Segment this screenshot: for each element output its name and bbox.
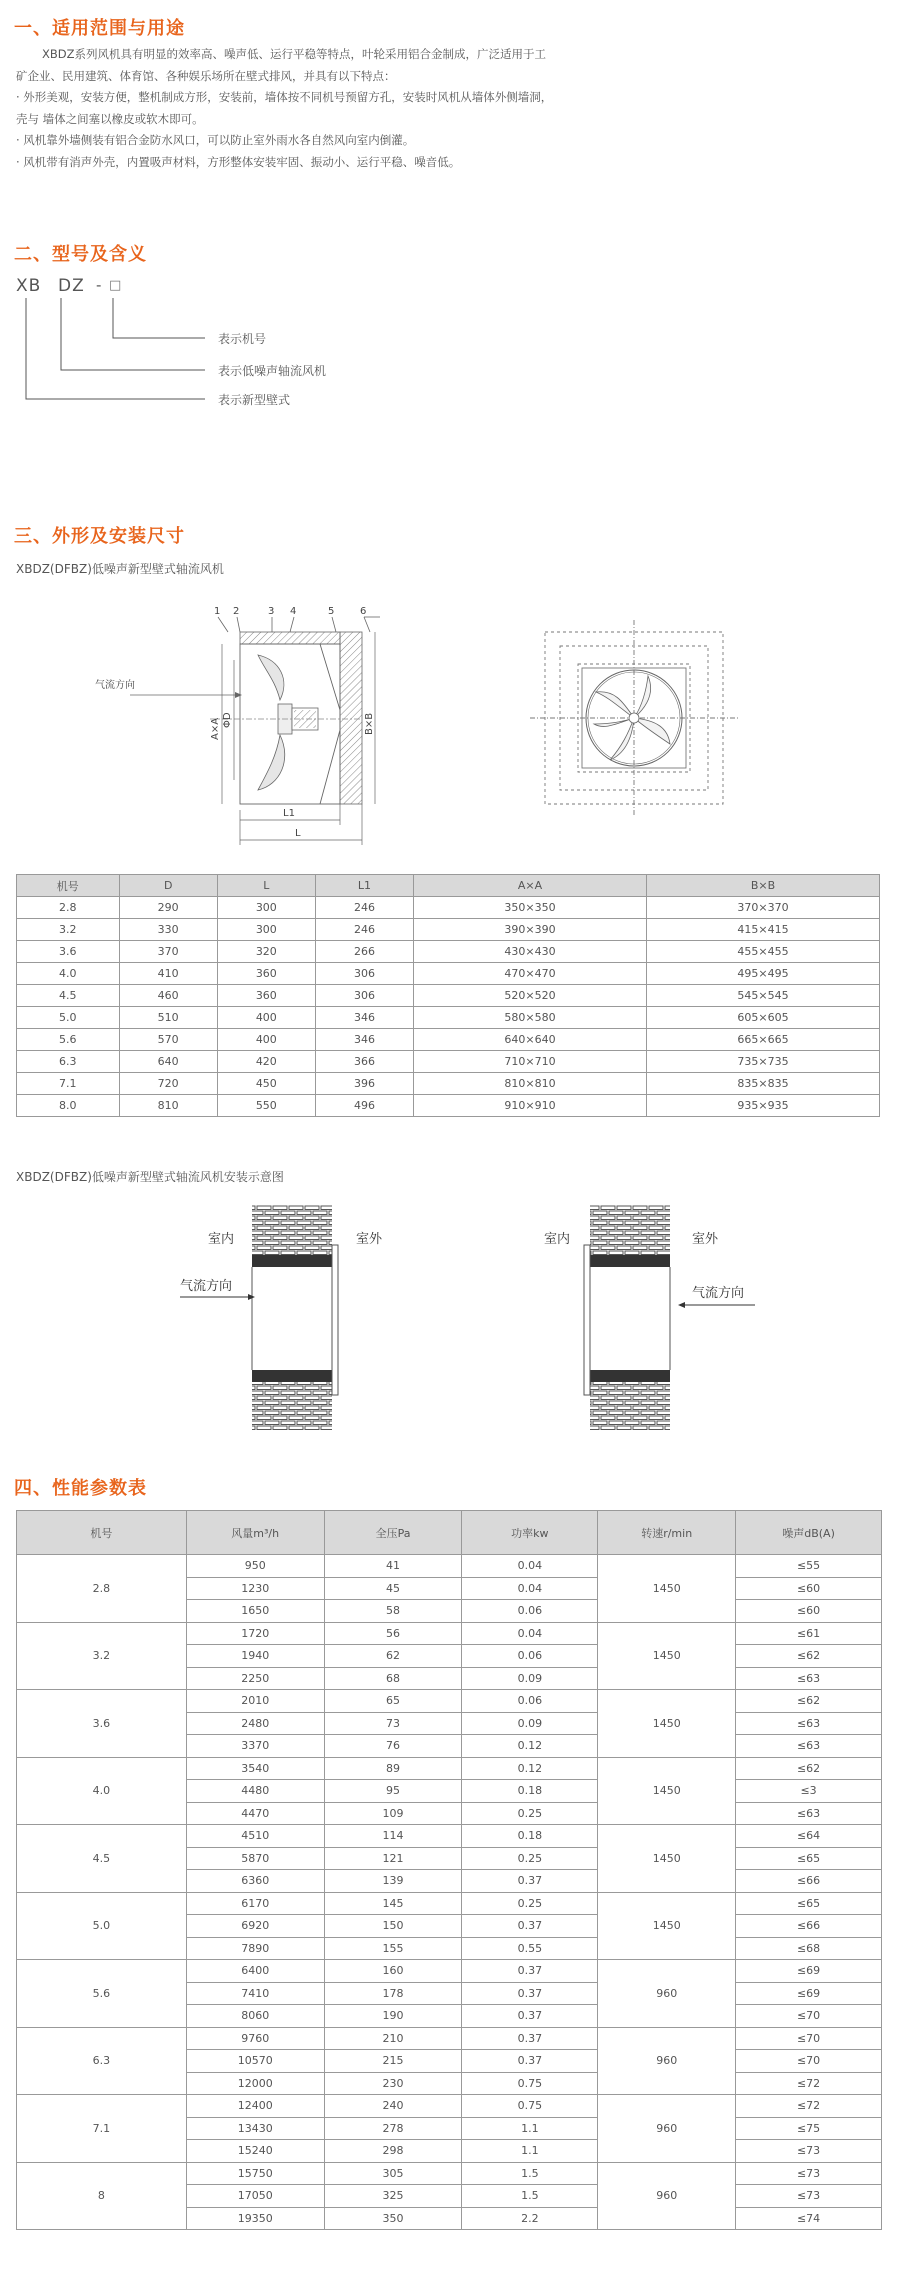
section3-subtitle: XBDZ(DFBZ)低噪声新型壁式轴流风机 [16, 562, 224, 576]
table-row [17, 2162, 882, 2185]
table-cell: 1230 [186, 1577, 324, 1600]
section1-title: 一、适用范围与用途 [14, 18, 185, 39]
noise-cell: ≤70 [736, 2027, 882, 2050]
dim-phid: ΦD [222, 712, 233, 728]
noise-cell: ≤61 [736, 1622, 882, 1645]
table-row [17, 919, 880, 941]
model-leader-lines [0, 290, 240, 410]
table-cell: 370 [119, 941, 217, 963]
model-cell: 5.0 [17, 1892, 187, 1960]
table-cell: 0.37 [462, 1870, 598, 1893]
table-cell: 0.37 [462, 2050, 598, 2073]
performance-table-body [17, 1555, 882, 2230]
noise-cell: ≤55 [736, 1555, 882, 1578]
table-cell: 2.2 [462, 2207, 598, 2230]
table-cell: 3370 [186, 1735, 324, 1758]
table-cell: 325 [324, 2185, 462, 2208]
table-cell: 15750 [186, 2162, 324, 2185]
col-header: A×A [414, 875, 647, 897]
noise-cell: ≤73 [736, 2162, 882, 2185]
table-cell: 246 [315, 897, 413, 919]
noise-cell: ≤66 [736, 1870, 882, 1893]
table-cell: 810 [119, 1095, 217, 1117]
table-cell: 17050 [186, 2185, 324, 2208]
table-cell: 190 [324, 2005, 462, 2028]
col-header: L1 [315, 875, 413, 897]
noise-cell: ≤73 [736, 2140, 882, 2163]
table-row [17, 1073, 880, 1095]
table-cell: 13430 [186, 2117, 324, 2140]
dimension-table [16, 874, 880, 1117]
table-cell: 0.09 [462, 1712, 598, 1735]
speed-cell: 1450 [598, 1555, 736, 1623]
model-part-dash: - [96, 276, 102, 294]
airflow-label-right: 气流方向 [692, 1286, 745, 1301]
noise-cell: ≤75 [736, 2117, 882, 2140]
table-header-row [17, 875, 880, 897]
table-cell: 5870 [186, 1847, 324, 1870]
table-cell: 580×580 [414, 1007, 647, 1029]
table-row [17, 1029, 880, 1051]
table-cell: 0.04 [462, 1622, 598, 1645]
table-cell: 300 [217, 919, 315, 941]
outdoor-label-right: 室外 [692, 1232, 719, 1247]
table-cell: 109 [324, 1802, 462, 1825]
table-cell: 114 [324, 1825, 462, 1848]
table-cell: 150 [324, 1915, 462, 1938]
section3-title: 三、外形及安装尺寸 [14, 526, 185, 547]
table-cell: 0.12 [462, 1735, 598, 1758]
table-cell: 7.1 [17, 1073, 120, 1095]
install-diagram-left [160, 1205, 400, 1445]
table-cell: 266 [315, 941, 413, 963]
table-cell: 1650 [186, 1600, 324, 1623]
table-cell: 145 [324, 1892, 462, 1915]
col-header: B×B [646, 875, 879, 897]
table-cell: 0.09 [462, 1667, 598, 1690]
table-cell: 0.06 [462, 1600, 598, 1623]
fan-side-view-drawing [95, 600, 410, 840]
table-row [17, 1757, 882, 1780]
table-cell: 6400 [186, 1960, 324, 1983]
model-cell: 3.2 [17, 1622, 187, 1690]
table-cell: 640 [119, 1051, 217, 1073]
table-cell: 89 [324, 1757, 462, 1780]
speed-cell: 1450 [598, 1757, 736, 1825]
part-label-1: 1 [214, 606, 221, 617]
table-cell: 8.0 [17, 1095, 120, 1117]
section1-line: · 风机靠外墙侧装有铝合金防水风口，可以防止室外雨水各自然风向室内倒灌。 [16, 133, 415, 147]
table-cell: 298 [324, 2140, 462, 2163]
section1-line: 矿企业、民用建筑、体育馆、各种娱乐场所在壁式排风，并具有以下特点： [16, 68, 396, 83]
table-cell: 330 [119, 919, 217, 941]
table-cell: 4470 [186, 1802, 324, 1825]
model-cell: 3.6 [17, 1690, 187, 1758]
table-cell: 496 [315, 1095, 413, 1117]
speed-cell: 960 [598, 1960, 736, 2028]
table-cell: 0.18 [462, 1780, 598, 1803]
table-cell: 95 [324, 1780, 462, 1803]
install-title: XBDZ(DFBZ)低噪声新型壁式轴流风机安装示意图 [16, 1170, 284, 1184]
dim-l: L [295, 828, 301, 839]
noise-cell: ≤70 [736, 2005, 882, 2028]
table-cell: 910×910 [414, 1095, 647, 1117]
table-row [17, 963, 880, 985]
outdoor-label: 室外 [356, 1232, 383, 1247]
table-cell: 0.37 [462, 1960, 598, 1983]
section4-title: 四、性能参数表 [14, 1478, 147, 1499]
table-cell: 605×605 [646, 1007, 879, 1029]
table-cell: 400 [217, 1029, 315, 1051]
noise-cell: ≤72 [736, 2072, 882, 2095]
noise-cell: ≤62 [736, 1690, 882, 1713]
noise-cell: ≤65 [736, 1847, 882, 1870]
perf-col-header: 全压Pa [324, 1511, 462, 1555]
speed-cell: 1450 [598, 1825, 736, 1893]
noise-cell: ≤66 [736, 1915, 882, 1938]
table-cell: 6360 [186, 1870, 324, 1893]
part-label-2: 2 [233, 606, 240, 617]
table-cell: 495×495 [646, 963, 879, 985]
table-cell: 9760 [186, 2027, 324, 2050]
table-cell: 935×935 [646, 1095, 879, 1117]
table-cell: 121 [324, 1847, 462, 1870]
table-cell: 5.6 [17, 1029, 120, 1051]
table-cell: 6.3 [17, 1051, 120, 1073]
airflow-label: 气流方向 [95, 680, 135, 691]
table-cell: 1720 [186, 1622, 324, 1645]
table-cell: 4.0 [17, 963, 120, 985]
table-cell: 12400 [186, 2095, 324, 2118]
table-cell: 3.2 [17, 919, 120, 941]
table-cell: 278 [324, 2117, 462, 2140]
perf-col-header: 机号 [17, 1511, 187, 1555]
table-cell: 470×470 [414, 963, 647, 985]
part-label-3: 3 [268, 606, 275, 617]
table-cell: 215 [324, 2050, 462, 2073]
table-cell: 0.06 [462, 1690, 598, 1713]
model-cell: 5.6 [17, 1960, 187, 2028]
table-cell: 4480 [186, 1780, 324, 1803]
table-cell: 0.18 [462, 1825, 598, 1848]
noise-cell: ≤69 [736, 1960, 882, 1983]
table-cell: 73 [324, 1712, 462, 1735]
noise-cell: ≤65 [736, 1892, 882, 1915]
model-part-xb: XB [16, 276, 42, 296]
meaning-machine-number: 表示机号 [218, 332, 267, 346]
table-cell: 460 [119, 985, 217, 1007]
table-cell: 640×640 [414, 1029, 647, 1051]
table-cell: 1.1 [462, 2140, 598, 2163]
part-label-4: 4 [290, 606, 297, 617]
table-cell: 0.37 [462, 2027, 598, 2050]
table-cell: 0.06 [462, 1645, 598, 1668]
table-cell: 290 [119, 897, 217, 919]
fan-front-view-drawing [530, 620, 750, 820]
perf-col-header: 噪声dB(A) [736, 1511, 882, 1555]
noise-cell: ≤60 [736, 1577, 882, 1600]
speed-cell: 960 [598, 2095, 736, 2163]
table-cell: 360 [217, 963, 315, 985]
table-cell: 370×370 [646, 897, 879, 919]
table-cell: 12000 [186, 2072, 324, 2095]
table-row [17, 985, 880, 1007]
model-cell: 6.3 [17, 2027, 187, 2095]
model-cell: 2.8 [17, 1555, 187, 1623]
noise-cell: ≤74 [736, 2207, 882, 2230]
col-header: L [217, 875, 315, 897]
noise-cell: ≤63 [736, 1667, 882, 1690]
table-row [17, 1622, 882, 1645]
table-cell: 720 [119, 1073, 217, 1095]
table-cell: 455×455 [646, 941, 879, 963]
table-cell: 0.37 [462, 1982, 598, 2005]
table-cell: 835×835 [646, 1073, 879, 1095]
noise-cell: ≤72 [736, 2095, 882, 2118]
table-cell: 1.5 [462, 2162, 598, 2185]
table-cell: 210 [324, 2027, 462, 2050]
noise-cell: ≤68 [736, 1937, 882, 1960]
noise-cell: ≤60 [736, 1600, 882, 1623]
speed-cell: 960 [598, 2027, 736, 2095]
table-cell: 0.25 [462, 1892, 598, 1915]
perf-col-header: 功率kw [462, 1511, 598, 1555]
section1-line: · 风机带有消声外壳，内置吸声材料，方形整体安装牢固、振动小、运行平稳、噪音低。 [16, 154, 461, 169]
table-cell: 396 [315, 1073, 413, 1095]
table-row [17, 1825, 882, 1848]
table-cell: 7410 [186, 1982, 324, 2005]
model-part-box: □ [109, 278, 122, 293]
table-cell: 65 [324, 1690, 462, 1713]
table-cell: 305 [324, 2162, 462, 2185]
table-cell: 1.1 [462, 2117, 598, 2140]
section1-line: · 外形美观，安装方便，整机制成方形，安装前，墙体按不同机号预留方孔，安装时风机从墙体外侧墙洞， [16, 90, 553, 104]
table-cell: 2.8 [17, 897, 120, 919]
speed-cell: 960 [598, 2162, 736, 2230]
indoor-label-right: 室内 [544, 1232, 571, 1247]
table-cell: 0.25 [462, 1802, 598, 1825]
table-cell: 550 [217, 1095, 315, 1117]
table-row [17, 2027, 882, 2050]
noise-cell: ≤64 [736, 1825, 882, 1848]
table-cell: 0.37 [462, 1915, 598, 1938]
table-row [17, 1051, 880, 1073]
model-cell: 7.1 [17, 2095, 187, 2163]
table-cell: 570 [119, 1029, 217, 1051]
table-row [17, 941, 880, 963]
table-cell: 19350 [186, 2207, 324, 2230]
part-label-5: 5 [328, 606, 335, 617]
table-cell: 139 [324, 1870, 462, 1893]
noise-cell: ≤62 [736, 1757, 882, 1780]
noise-cell: ≤63 [736, 1802, 882, 1825]
table-cell: 58 [324, 1600, 462, 1623]
meaning-new-wall-type: 表示新型壁式 [218, 393, 291, 407]
model-cell: 4.5 [17, 1825, 187, 1893]
table-cell: 350 [324, 2207, 462, 2230]
table-cell: 45 [324, 1577, 462, 1600]
table-cell: 68 [324, 1667, 462, 1690]
col-header: D [119, 875, 217, 897]
table-cell: 350×350 [414, 897, 647, 919]
noise-cell: ≤69 [736, 1982, 882, 2005]
table-cell: 306 [315, 985, 413, 1007]
table-cell: 420 [217, 1051, 315, 1073]
meaning-low-noise-axial: 表示低噪声轴流风机 [218, 364, 327, 378]
table-row [17, 1555, 882, 1578]
table-cell: 0.75 [462, 2072, 598, 2095]
install-diagram-right [520, 1205, 760, 1445]
table-cell: 2250 [186, 1667, 324, 1690]
table-row [17, 1960, 882, 1983]
table-cell: 6920 [186, 1915, 324, 1938]
speed-cell: 1450 [598, 1690, 736, 1758]
table-cell: 0.04 [462, 1555, 598, 1578]
table-cell: 450 [217, 1073, 315, 1095]
table-cell: 41 [324, 1555, 462, 1578]
table-cell: 0.12 [462, 1757, 598, 1780]
table-cell: 2010 [186, 1690, 324, 1713]
table-row [17, 1007, 880, 1029]
table-cell: 0.37 [462, 2005, 598, 2028]
perf-col-header: 转速r/min [598, 1511, 736, 1555]
dim-axa: A×A [210, 717, 221, 740]
table-cell: 415×415 [646, 919, 879, 941]
table-cell: 4.5 [17, 985, 120, 1007]
table-cell: 8060 [186, 2005, 324, 2028]
section1-description [16, 44, 876, 173]
table-cell: 366 [315, 1051, 413, 1073]
table-cell: 665×665 [646, 1029, 879, 1051]
table-cell: 1940 [186, 1645, 324, 1668]
table-cell: 6170 [186, 1892, 324, 1915]
table-cell: 178 [324, 1982, 462, 2005]
table-cell: 510 [119, 1007, 217, 1029]
table-cell: 0.25 [462, 1847, 598, 1870]
perf-header-row [17, 1511, 882, 1555]
model-cell: 4.0 [17, 1757, 187, 1825]
perf-col-header: 风量m³/h [186, 1511, 324, 1555]
speed-cell: 1450 [598, 1622, 736, 1690]
table-cell: 160 [324, 1960, 462, 1983]
dim-bxb: B×B [364, 712, 375, 735]
table-cell: 390×390 [414, 919, 647, 941]
table-cell: 246 [315, 919, 413, 941]
table-cell: 3.6 [17, 941, 120, 963]
noise-cell: ≤3 [736, 1780, 882, 1803]
table-cell: 155 [324, 1937, 462, 1960]
table-row [17, 897, 880, 919]
dimension-table-body [17, 897, 880, 1117]
table-cell: 430×430 [414, 941, 647, 963]
section1-line: XBDZ系列风机具有明显的效率高、噪声低、运行平稳等特点，叶轮采用铝合金制成，广泛适用于工 [42, 47, 546, 61]
table-cell: 360 [217, 985, 315, 1007]
model-part-dz: DZ [58, 276, 85, 296]
table-cell: 545×545 [646, 985, 879, 1007]
table-cell: 15240 [186, 2140, 324, 2163]
table-cell: 76 [324, 1735, 462, 1758]
part-label-6: 6 [360, 606, 367, 617]
table-cell: 4510 [186, 1825, 324, 1848]
indoor-label: 室内 [208, 1232, 235, 1247]
table-cell: 3540 [186, 1757, 324, 1780]
table-cell: 5.0 [17, 1007, 120, 1029]
noise-cell: ≤63 [736, 1712, 882, 1735]
table-cell: 7890 [186, 1937, 324, 1960]
col-header: 机号 [17, 875, 120, 897]
speed-cell: 1450 [598, 1892, 736, 1960]
table-cell: 735×735 [646, 1051, 879, 1073]
table-cell: 400 [217, 1007, 315, 1029]
table-row [17, 1892, 882, 1915]
table-cell: 10570 [186, 2050, 324, 2073]
table-cell: 306 [315, 963, 413, 985]
table-cell: 1.5 [462, 2185, 598, 2208]
table-cell: 710×710 [414, 1051, 647, 1073]
noise-cell: ≤63 [736, 1735, 882, 1758]
performance-table [16, 1510, 882, 2230]
table-row [17, 1095, 880, 1117]
section1-line: 壳与 墙体之间塞以橡皮或软木即可。 [16, 111, 204, 126]
table-cell: 0.75 [462, 2095, 598, 2118]
model-cell: 8 [17, 2162, 187, 2230]
table-cell: 230 [324, 2072, 462, 2095]
table-cell: 346 [315, 1029, 413, 1051]
airflow-label-left: 气流方向 [180, 1279, 233, 1294]
table-cell: 810×810 [414, 1073, 647, 1095]
table-row [17, 1690, 882, 1713]
table-row [17, 2095, 882, 2118]
table-cell: 300 [217, 897, 315, 919]
dim-l1: L1 [283, 808, 295, 819]
noise-cell: ≤73 [736, 2185, 882, 2208]
noise-cell: ≤62 [736, 1645, 882, 1668]
noise-cell: ≤70 [736, 2050, 882, 2073]
table-cell: 62 [324, 1645, 462, 1668]
table-cell: 0.04 [462, 1577, 598, 1600]
table-cell: 410 [119, 963, 217, 985]
table-cell: 320 [217, 941, 315, 963]
table-cell: 346 [315, 1007, 413, 1029]
table-cell: 520×520 [414, 985, 647, 1007]
table-cell: 950 [186, 1555, 324, 1578]
table-cell: 56 [324, 1622, 462, 1645]
table-cell: 2480 [186, 1712, 324, 1735]
table-cell: 240 [324, 2095, 462, 2118]
section2-title: 二、型号及含义 [14, 244, 147, 265]
table-cell: 0.55 [462, 1937, 598, 1960]
